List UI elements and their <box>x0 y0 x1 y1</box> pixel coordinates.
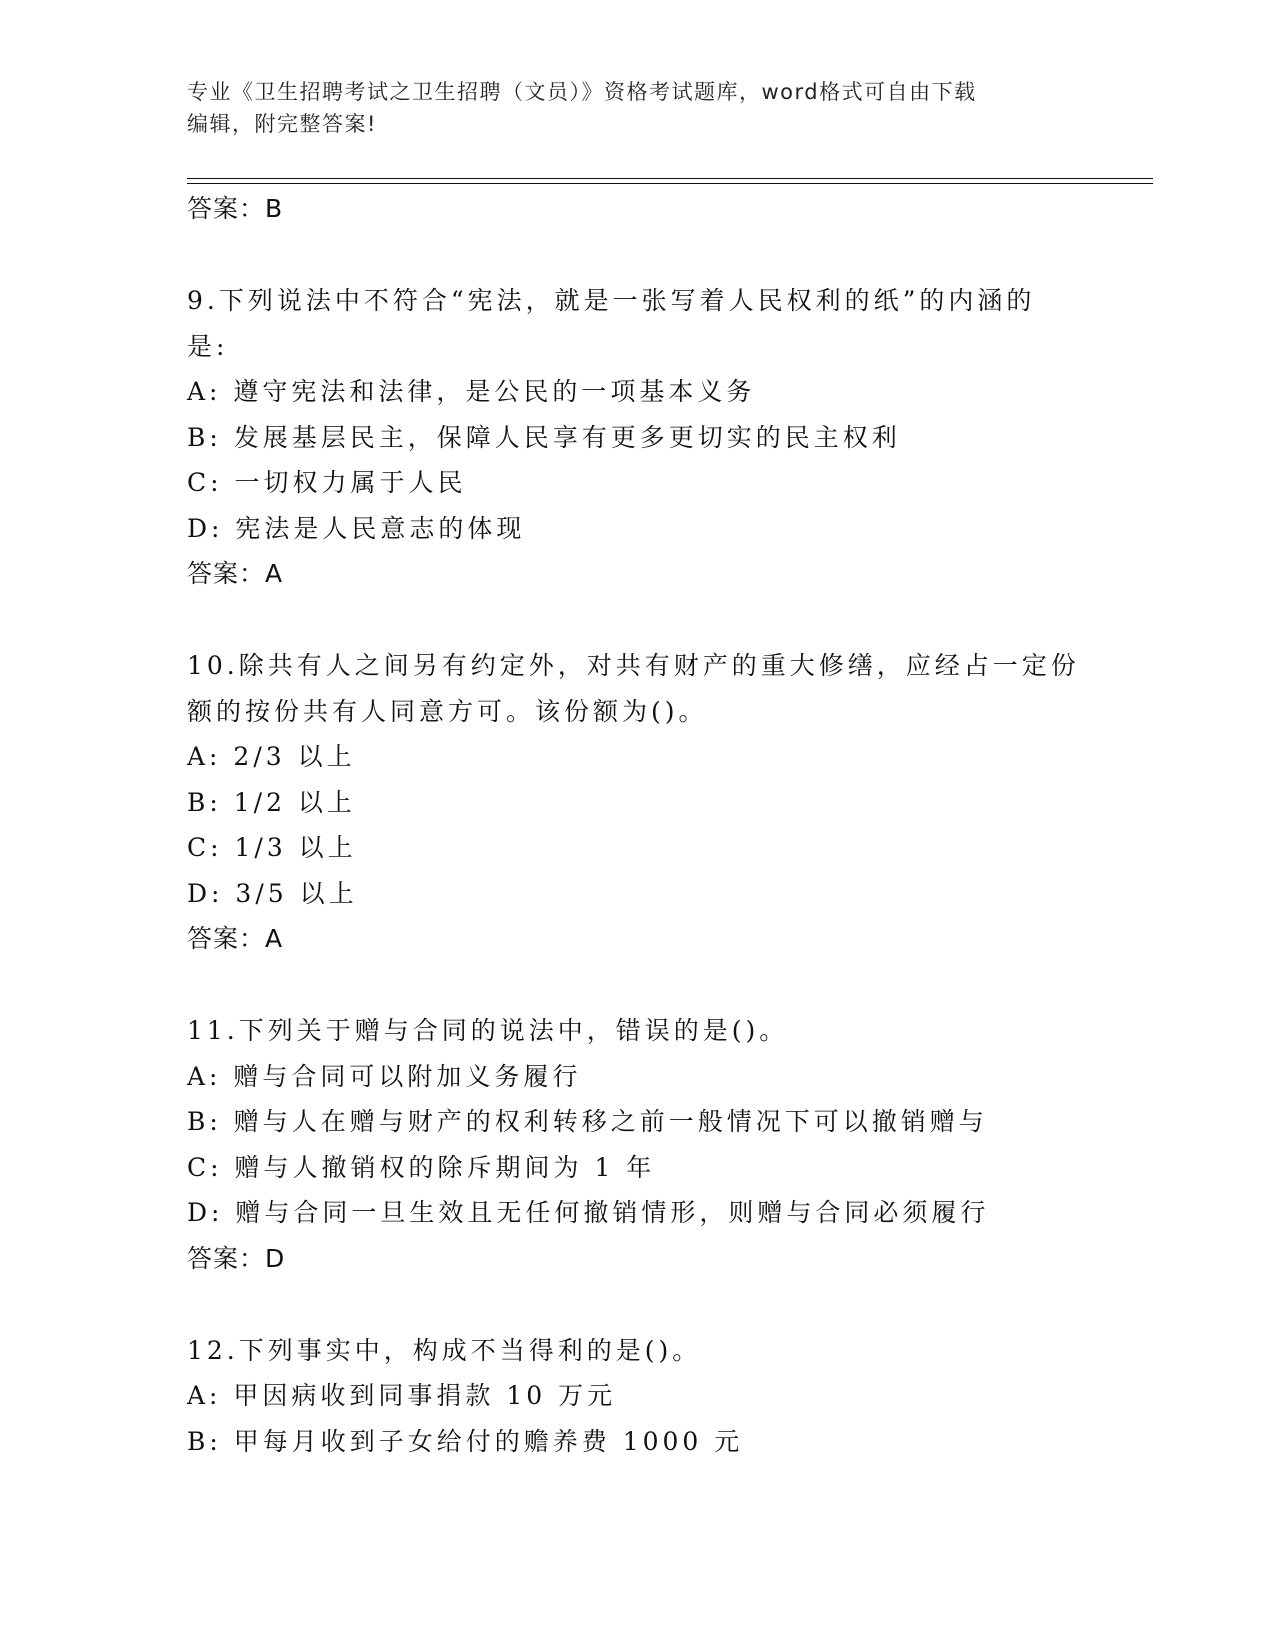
question-block <box>187 1328 1087 1465</box>
option-a: A: 甲因病收到同事捐款 10 万元 <box>187 1381 617 1410</box>
option-d: D: 赠与合同一旦生效且无任何撤销情形，则赠与合同必须履行 <box>187 1198 990 1227</box>
option-c: C: 一切权力属于人民 <box>187 468 467 497</box>
header-line-1: 专业《卫生招聘考试之卫生招聘（文员）》资格考试题库，word格式可自由下载 <box>187 80 977 104</box>
option-d: D: 3/5 以上 <box>187 878 358 908</box>
question-block <box>187 278 1087 597</box>
question-text: 额的按份共有人同意方可。该份额为()。 <box>187 696 708 726</box>
header-divider-bottom <box>187 183 1153 184</box>
option-a: A: 赠与合同可以附加义务履行 <box>187 1061 582 1091</box>
question-text: 9.下列说法中不符合“宪法，就是一张写着人民权利的纸”的内涵的 <box>187 286 1036 315</box>
option-c: C: 1/3 以上 <box>187 833 357 862</box>
question-block <box>187 643 1087 962</box>
answer-line: 答案：A <box>187 924 284 953</box>
question-block <box>187 1008 1087 1282</box>
question-text: 11.下列关于赠与合同的说法中，错误的是()。 <box>187 1016 789 1045</box>
option-b: B: 赠与人在赠与财产的权利转移之前一般情况下可以撤销赠与 <box>187 1107 988 1136</box>
question-text: 10.除共有人之间另有约定外，对共有财产的重大修缮，应经占一定份 <box>187 651 1080 680</box>
answer-line: 答案：D <box>187 1243 286 1273</box>
header-divider-top <box>187 178 1153 179</box>
option-b: B: 1/2 以上 <box>187 787 356 817</box>
question-list <box>187 186 1087 1464</box>
option-b: B: 发展基层民主，保障人民享有更多更切实的民主权利 <box>187 422 901 452</box>
question-text: 是: <box>187 331 229 361</box>
answer-line: 答案：B <box>187 194 284 223</box>
option-d: D: 宪法是人民意志的体现 <box>187 513 526 543</box>
option-a: A: 2/3 以上 <box>187 742 356 771</box>
option-b: B: 甲每月收到子女给付的赡养费 1000 元 <box>187 1426 744 1456</box>
header-line-2: 编辑，附完整答案! <box>187 112 377 136</box>
question-text: 12.下列事实中，构成不当得利的是()。 <box>187 1335 702 1365</box>
document-header <box>187 76 1077 140</box>
option-a: A: 遵守宪法和法律，是公民的一项基本义务 <box>187 377 756 406</box>
option-c: C: 赠与人撤销权的除斥期间为 1 年 <box>187 1152 656 1182</box>
answer-line: 答案：A <box>187 559 284 588</box>
